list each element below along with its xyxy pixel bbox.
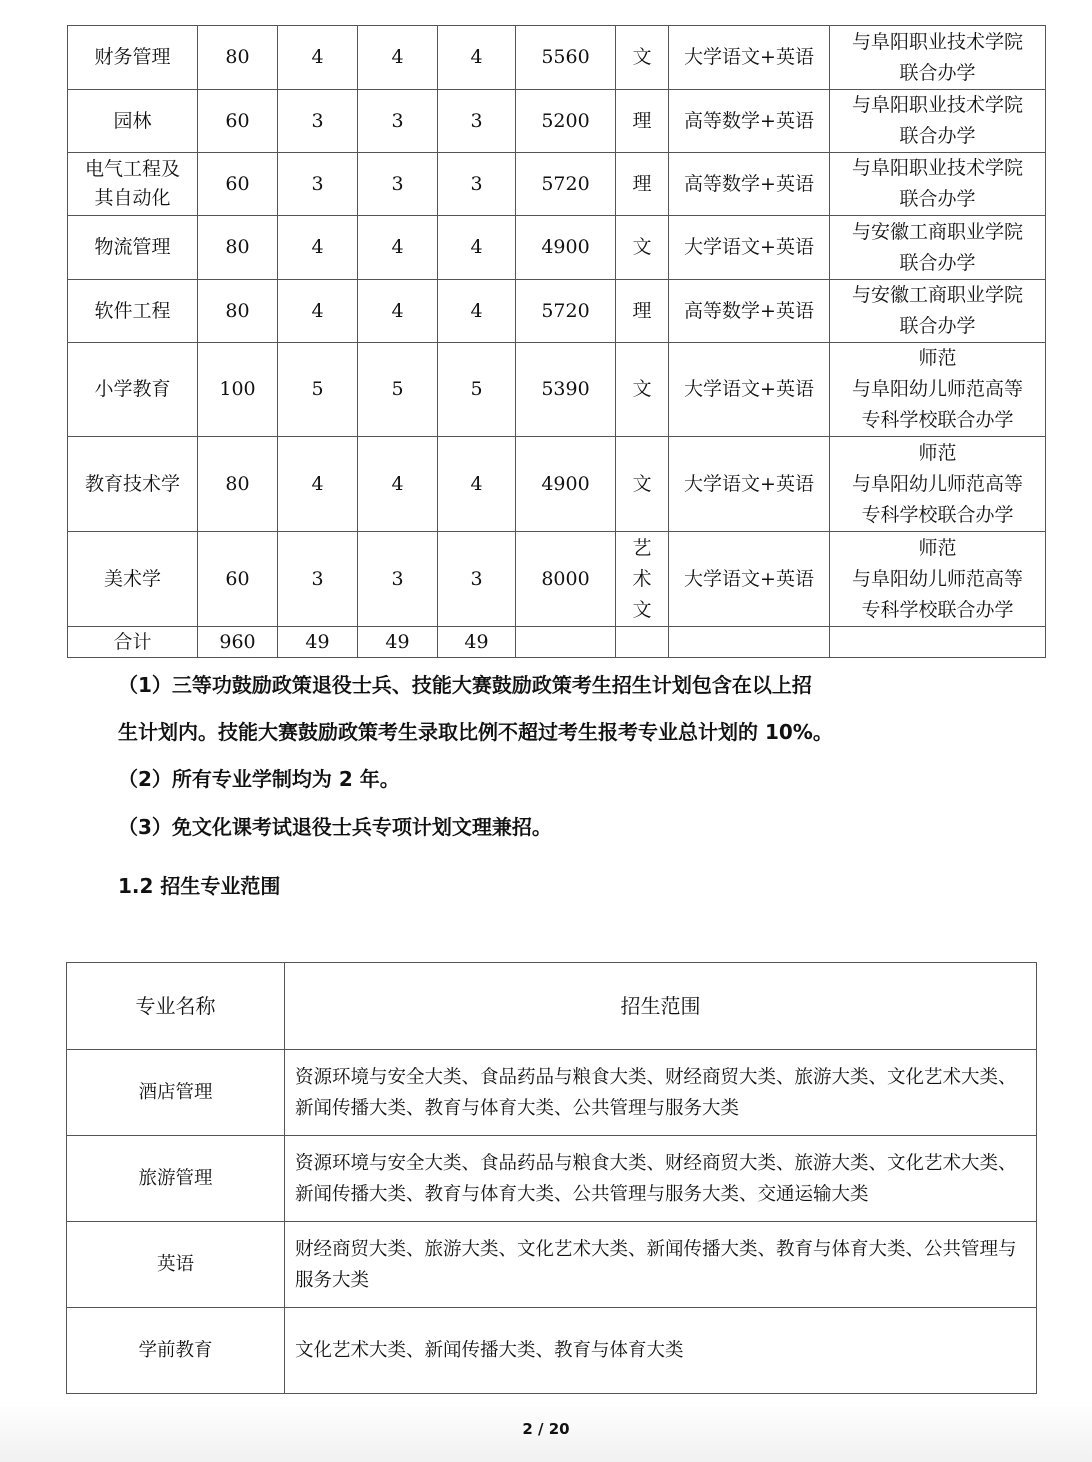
remark bbox=[830, 437, 1046, 532]
enrollment-scope-table bbox=[66, 962, 1037, 1394]
tuition-fee: 4900 bbox=[516, 437, 616, 532]
remark bbox=[830, 216, 1046, 280]
plan-total: 60 bbox=[198, 532, 278, 627]
note-2: （2）所有专业学制均为 2 年。 bbox=[118, 767, 400, 791]
tuition-fee: 5390 bbox=[516, 343, 616, 437]
plan-count-1: 3 bbox=[278, 532, 358, 627]
major-name: 酒店管理 bbox=[67, 1050, 285, 1136]
total-label: 合计 bbox=[68, 627, 198, 658]
subject-type: 理 bbox=[616, 280, 669, 343]
plan-count-1: 4 bbox=[278, 437, 358, 532]
remark bbox=[830, 280, 1046, 343]
plan-total: 60 bbox=[198, 153, 278, 216]
scope-text: 资源环境与安全大类、食品药品与粮食大类、财经商贸大类、旅游大类、文化艺术大类、新闻传播大类、教育与体育大类、公共管理与服务大类 bbox=[285, 1050, 1037, 1136]
major-name: 教育技术学 bbox=[68, 437, 198, 532]
major-name: 软件工程 bbox=[68, 280, 198, 343]
plan-count-2: 3 bbox=[358, 153, 438, 216]
major-name: 学前教育 bbox=[67, 1308, 285, 1394]
table-row bbox=[68, 343, 1046, 437]
empty-cell bbox=[669, 627, 830, 658]
exam-subjects: 高等数学+英语 bbox=[669, 280, 830, 343]
plan-count-1: 3 bbox=[278, 90, 358, 153]
table-row bbox=[68, 26, 1046, 90]
remark-line: 专科学校联合办学 bbox=[861, 598, 1014, 621]
tuition-fee: 4900 bbox=[516, 216, 616, 280]
plan-count-1: 4 bbox=[278, 216, 358, 280]
plan-count-2: 3 bbox=[358, 90, 438, 153]
subject-type: 理 bbox=[616, 153, 669, 216]
remark-line: 专科学校联合办学 bbox=[861, 409, 1014, 431]
plan-total: 80 bbox=[198, 26, 278, 90]
plan-count-3: 4 bbox=[438, 437, 516, 532]
remark-line: 联合办学 bbox=[899, 188, 976, 210]
subject-type: 文 bbox=[616, 343, 669, 437]
remark-line: 联合办学 bbox=[899, 125, 976, 147]
remark-line: 与阜阳职业技术学院 bbox=[851, 157, 1023, 179]
plan-count-1: 4 bbox=[278, 280, 358, 343]
plan-count-3: 4 bbox=[438, 26, 516, 90]
remark-line: 与阜阳幼儿师范高等 bbox=[851, 378, 1023, 400]
scope-text: 财经商贸大类、旅游大类、文化艺术大类、新闻传播大类、教育与体育大类、公共管理与服务大类 bbox=[285, 1222, 1037, 1308]
plan-count-2: 4 bbox=[358, 26, 438, 90]
table-row bbox=[67, 1136, 1037, 1222]
table-row bbox=[68, 532, 1046, 627]
scope-text: 资源环境与安全大类、食品药品与粮食大类、财经商贸大类、旅游大类、文化艺术大类、新闻传播大类、教育与体育大类、公共管理与服务大类、交通运输大类 bbox=[285, 1136, 1037, 1222]
tuition-fee: 5200 bbox=[516, 90, 616, 153]
page-indicator: 2 / 20 bbox=[522, 1420, 570, 1438]
remark-line: 联合办学 bbox=[899, 315, 976, 337]
plan-total: 80 bbox=[198, 437, 278, 532]
empty-cell bbox=[616, 627, 669, 658]
plan-total: 80 bbox=[198, 216, 278, 280]
table-row bbox=[68, 153, 1046, 216]
major-name-line: 其自动化 bbox=[94, 187, 171, 209]
major-name: 旅游管理 bbox=[67, 1136, 285, 1222]
plan-count-1: 4 bbox=[278, 26, 358, 90]
major-name bbox=[68, 153, 198, 216]
subject-type: 文 bbox=[616, 26, 669, 90]
remark-line: 与阜阳幼儿师范高等 bbox=[851, 472, 1023, 495]
plan-count-3: 3 bbox=[438, 153, 516, 216]
scope-text: 文化艺术大类、新闻传播大类、教育与体育大类 bbox=[285, 1308, 1037, 1394]
tuition-fee: 5720 bbox=[516, 280, 616, 343]
total-plan: 960 bbox=[198, 627, 278, 658]
remark-line: 与阜阳幼儿师范高等 bbox=[851, 567, 1023, 590]
major-name: 物流管理 bbox=[68, 216, 198, 280]
exam-subjects: 大学语文+英语 bbox=[669, 437, 830, 532]
plan-count-1: 5 bbox=[278, 343, 358, 437]
plan-count-3: 4 bbox=[438, 280, 516, 343]
subject-type-char: 艺 bbox=[632, 536, 652, 559]
table-row bbox=[68, 216, 1046, 280]
empty-cell bbox=[830, 627, 1046, 658]
remark-line: 师范 bbox=[918, 441, 957, 464]
plan-count-3: 3 bbox=[438, 532, 516, 627]
major-name: 小学教育 bbox=[68, 343, 198, 437]
plan-count-1: 3 bbox=[278, 153, 358, 216]
remark-line: 与安徽工商职业学院 bbox=[851, 284, 1023, 306]
plan-count-3: 5 bbox=[438, 343, 516, 437]
remark bbox=[830, 26, 1046, 90]
plan-count-3: 3 bbox=[438, 90, 516, 153]
exam-subjects: 高等数学+英语 bbox=[669, 90, 830, 153]
major-name: 财务管理 bbox=[68, 26, 198, 90]
total-count-1: 49 bbox=[278, 627, 358, 658]
subject-type: 文 bbox=[616, 437, 669, 532]
remark-line: 联合办学 bbox=[899, 251, 976, 274]
remark bbox=[830, 153, 1046, 216]
table-row bbox=[67, 1308, 1037, 1394]
major-name: 英语 bbox=[67, 1222, 285, 1308]
exam-subjects: 大学语文+英语 bbox=[669, 532, 830, 627]
remark bbox=[830, 343, 1046, 437]
header-scope: 招生范围 bbox=[285, 963, 1037, 1050]
plan-count-2: 5 bbox=[358, 343, 438, 437]
major-name: 美术学 bbox=[68, 532, 198, 627]
exam-subjects: 高等数学+英语 bbox=[669, 153, 830, 216]
remark-line: 与安徽工商职业学院 bbox=[851, 220, 1023, 243]
remark-line: 师范 bbox=[918, 536, 957, 559]
exam-subjects: 大学语文+英语 bbox=[669, 216, 830, 280]
table-row bbox=[67, 1050, 1037, 1136]
plan-total: 60 bbox=[198, 90, 278, 153]
tuition-fee: 5560 bbox=[516, 26, 616, 90]
remark-line: 师范 bbox=[918, 347, 957, 369]
total-row bbox=[68, 627, 1046, 658]
plan-count-2: 4 bbox=[358, 437, 438, 532]
subject-type bbox=[616, 532, 669, 627]
subject-type: 理 bbox=[616, 90, 669, 153]
total-count-2: 49 bbox=[358, 627, 438, 658]
major-name-line: 电气工程及 bbox=[84, 158, 180, 180]
subject-type-char: 术 bbox=[632, 567, 652, 590]
plan-count-2: 3 bbox=[358, 532, 438, 627]
remark bbox=[830, 532, 1046, 627]
exam-subjects: 大学语文+英语 bbox=[669, 26, 830, 90]
remark-line: 与阜阳职业技术学院 bbox=[851, 30, 1023, 53]
header-major: 专业名称 bbox=[67, 963, 285, 1050]
table-row bbox=[67, 1222, 1037, 1308]
remark-line: 联合办学 bbox=[899, 61, 976, 84]
note-3: （3）免文化课考试退役士兵专项计划文理兼招。 bbox=[118, 815, 552, 839]
plan-count-2: 4 bbox=[358, 280, 438, 343]
remark bbox=[830, 90, 1046, 153]
table-row bbox=[68, 280, 1046, 343]
plan-count-3: 4 bbox=[438, 216, 516, 280]
enrollment-plan-table bbox=[67, 25, 1046, 658]
table-row bbox=[68, 90, 1046, 153]
plan-total: 80 bbox=[198, 280, 278, 343]
major-name: 园林 bbox=[68, 90, 198, 153]
tuition-fee: 8000 bbox=[516, 532, 616, 627]
total-count-3: 49 bbox=[438, 627, 516, 658]
section-title: 1.2 招生专业范围 bbox=[118, 874, 281, 898]
exam-subjects: 大学语文+英语 bbox=[669, 343, 830, 437]
subject-type-char: 文 bbox=[632, 598, 652, 621]
note-1-line-1: （1）三等功鼓励政策退役士兵、技能大赛鼓励政策考生招生计划包含在以上招 bbox=[118, 673, 812, 697]
remark-line: 专科学校联合办学 bbox=[861, 503, 1014, 526]
subject-type: 文 bbox=[616, 216, 669, 280]
tuition-fee: 5720 bbox=[516, 153, 616, 216]
empty-cell bbox=[516, 627, 616, 658]
plan-count-2: 4 bbox=[358, 216, 438, 280]
plan-total: 100 bbox=[198, 343, 278, 437]
remark-line: 与阜阳职业技术学院 bbox=[851, 94, 1023, 116]
table-header-row bbox=[67, 963, 1037, 1050]
table-row bbox=[68, 437, 1046, 532]
note-1-line-2: 生计划内。技能大赛鼓励政策考生录取比例不超过考生报考专业总计划的 10%。 bbox=[118, 720, 833, 744]
